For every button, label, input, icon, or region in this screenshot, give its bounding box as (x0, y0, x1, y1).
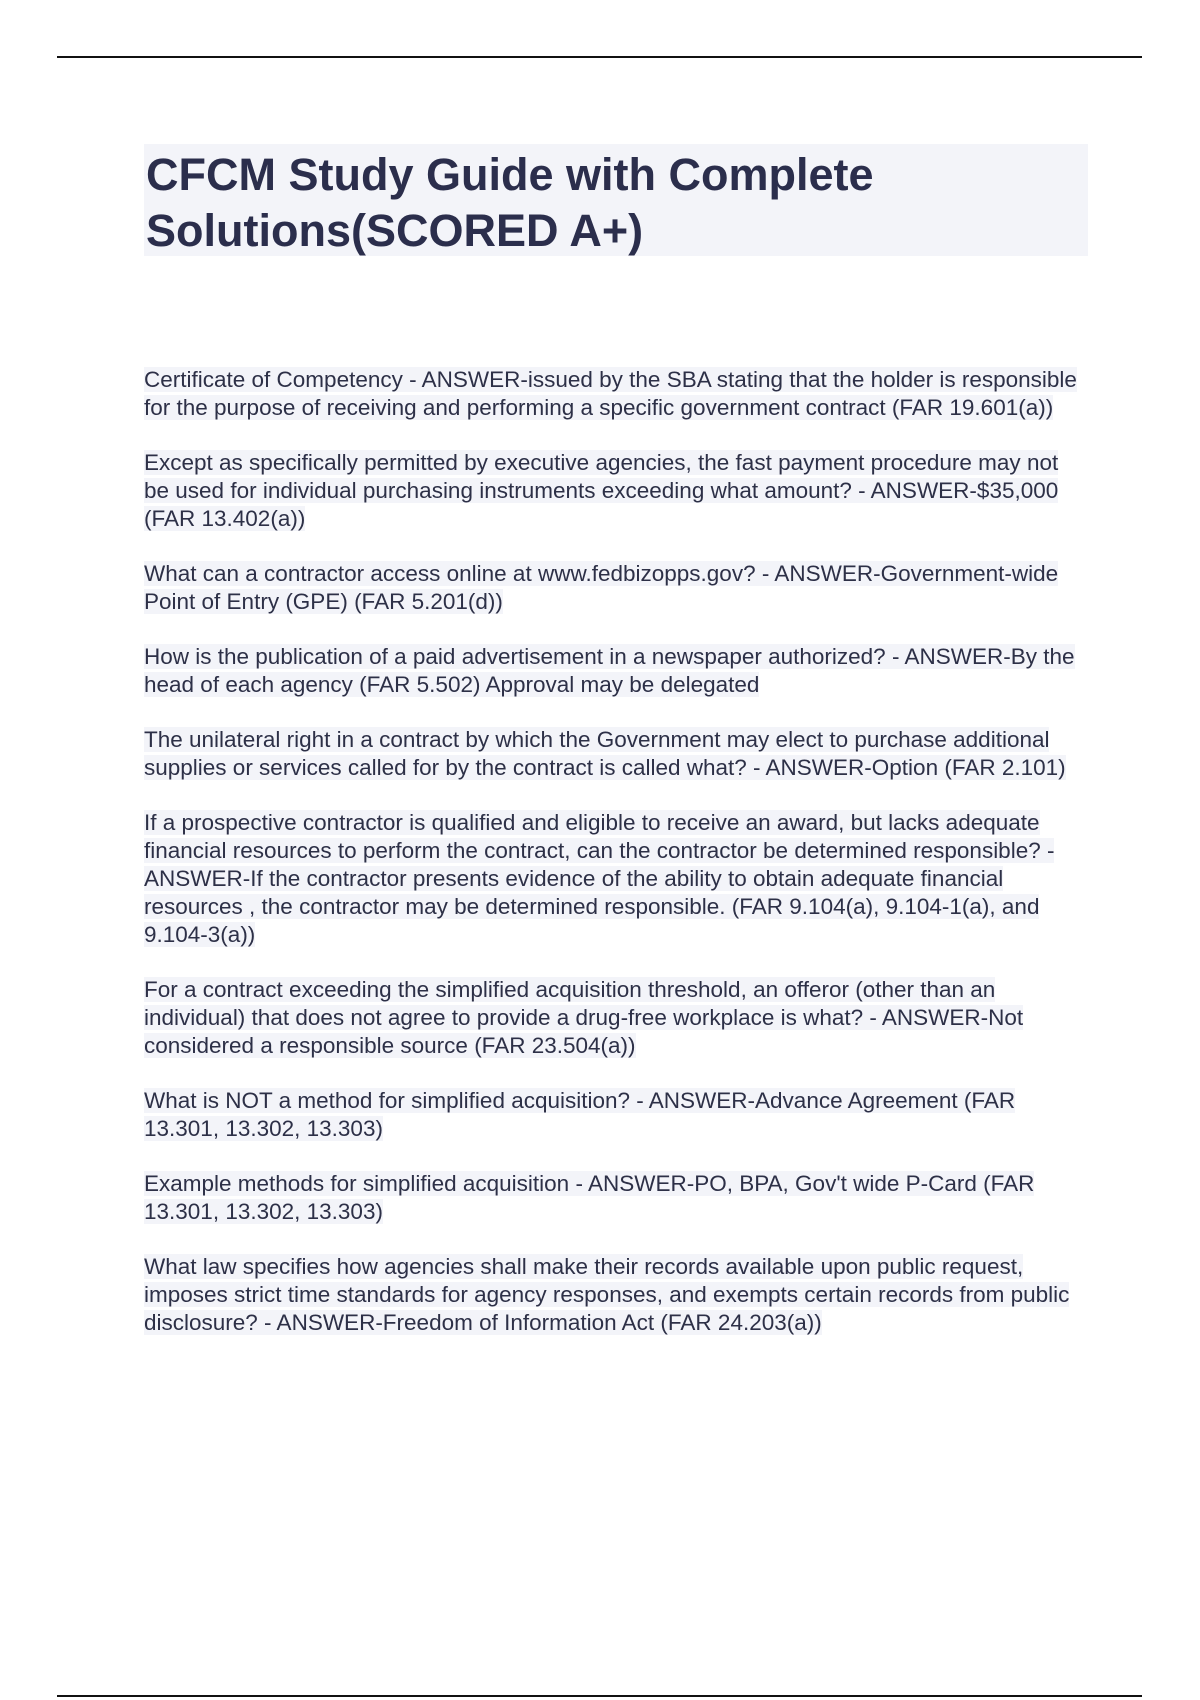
qa-text: For a contract exceeding the simplified acquisition threshold, an offeror (other than an individual) that does not agree to provide a drug-free workplace is what? - ANSWER-Not considered a responsible source (FAR 23.504(a)) (144, 977, 1024, 1058)
qa-item (144, 1170, 1089, 1226)
qa-item (144, 976, 1089, 1060)
header-divider (57, 56, 1142, 58)
title-banner (144, 144, 1088, 256)
qa-text: Certificate of Competency - ANSWER-issued by the SBA stating that the holder is responsible for the purpose of receiving and performing a specific government contract (FAR 19.601(a)) (144, 367, 1077, 420)
qa-text: Example methods for simplified acquisition - ANSWER-PO, BPA, Gov't wide P-Card (FAR 13.301, 13.302, 13.303) (144, 1171, 1035, 1224)
footer-divider (57, 1695, 1142, 1697)
qa-text: The unilateral right in a contract by which the Government may elect to purchase additional supplies or services called for by the contract is called what? - ANSWER-Option (FAR 2.101) (144, 727, 1066, 780)
qa-text: How is the publication of a paid advertisement in a newspaper authorized? - ANSWER-By the head of each agency (FAR 5.502) Approval may be delegated (144, 644, 1075, 697)
qa-text: Except as specifically permitted by executive agencies, the fast payment procedure may not be used for individual purchasing instruments exceeding what amount? - ANSWER-$35,000 (FAR 13.402(a)) (144, 450, 1059, 531)
qa-item (144, 449, 1089, 533)
qa-text: What law specifies how agencies shall make their records available upon public request, imposes strict time standards for agency responses, and exempts certain records from public disclosure? - ANSWER-Freedom of Information Act (FAR 24.203(a)) (144, 1254, 1070, 1335)
qa-text: If a prospective contractor is qualified and eligible to receive an award, but lacks adequate financial resources to perform the contract, can the contractor be determined responsible? - ANSWER-If the contractor presents evidence of the ability to obtain adequate financial resources , the contractor may be determined responsible. (FAR 9.104(a), 9.104-1(a), and 9.104-3(a)) (144, 810, 1055, 947)
qa-item (144, 1087, 1089, 1143)
qa-text: What is NOT a method for simplified acquisition? - ANSWER-Advance Agreement (FAR 13.301, 13.302, 13.303) (144, 1088, 1016, 1141)
qa-item (144, 1253, 1089, 1337)
qa-item (144, 643, 1089, 699)
qa-list (144, 366, 1089, 1364)
qa-text: What can a contractor access online at www.fedbizopps.gov? - ANSWER-Government-wide Point of Entry (GPE) (FAR 5.201(d)) (144, 561, 1059, 614)
qa-item (144, 726, 1089, 782)
page-title: CFCM Study Guide with Complete Solutions(SCORED A+) (146, 149, 874, 256)
qa-item (144, 560, 1089, 616)
qa-item (144, 366, 1089, 422)
qa-item (144, 809, 1089, 949)
